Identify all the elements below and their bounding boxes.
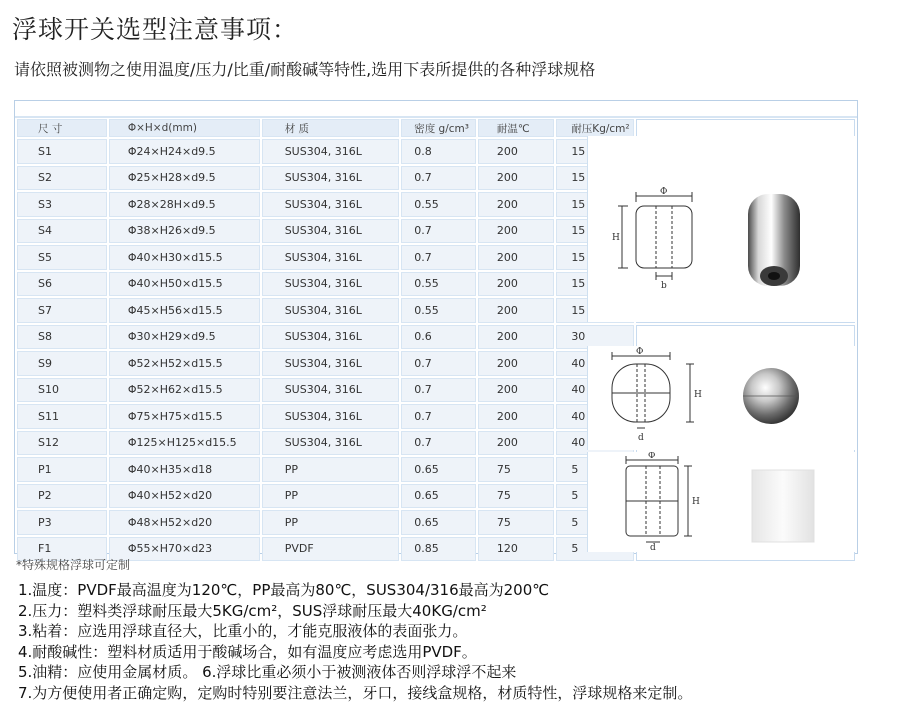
- table-cell: 0.7: [401, 166, 476, 191]
- column-header: 尺 寸: [17, 119, 107, 137]
- image-column-header: [636, 119, 855, 137]
- rule-item: 4.耐酸碱性：塑料材质适用于酸碱场合，如有温度应考虑选用PVDF。: [18, 642, 477, 661]
- table-cell: 200: [478, 404, 554, 429]
- phi-label: Φ: [648, 452, 656, 461]
- table-top-strip: [15, 101, 857, 118]
- table-cell: Φ38×H26×d9.5: [109, 219, 260, 244]
- table-cell: Φ55×H70×d23: [109, 537, 260, 562]
- table-cell: S8: [17, 325, 107, 350]
- table-cell: SUS304, 316L: [262, 351, 400, 376]
- table-cell: PP: [262, 510, 400, 535]
- table-cell: 0.7: [401, 245, 476, 270]
- column-header: 材 质: [262, 119, 400, 137]
- table-cell: 120: [478, 537, 554, 562]
- rule-item: 3.粘着：应选用浮球直径大，比重小的，才能克服液体的表面张力。: [18, 622, 468, 641]
- spec-table-container: [14, 100, 858, 554]
- table-cell: P2: [17, 484, 107, 509]
- cylinder-float-diagram: [588, 136, 856, 322]
- table-cell: SUS304, 316L: [262, 404, 400, 429]
- table-cell: S1: [17, 139, 107, 164]
- table-cell: Φ40×H52×d20: [109, 484, 260, 509]
- phi-label: Φ: [636, 347, 644, 357]
- table-cell: SUS304, 316L: [262, 139, 400, 164]
- rule-item: 2.压力：塑料类浮球耐压最大5KG/cm²，SUS浮球耐压最大40KG/cm²: [18, 601, 487, 620]
- table-cell: Φ40×H35×d18: [109, 457, 260, 482]
- table-cell: SUS304, 316L: [262, 325, 400, 350]
- table-cell: Φ24×H24×d9.5: [109, 139, 260, 164]
- table-cell: S3: [17, 192, 107, 217]
- table-cell: 75: [478, 457, 554, 482]
- table-cell: PP: [262, 484, 400, 509]
- table-cell: 15: [556, 219, 633, 244]
- table-cell: PVDF: [262, 537, 400, 562]
- table-cell: Φ125×H125×d15.5: [109, 431, 260, 456]
- plastic-cylinder-photo: [752, 470, 814, 542]
- h-label: H: [692, 497, 700, 507]
- table-cell: SUS304, 316L: [262, 245, 400, 270]
- table-cell: 0.55: [401, 298, 476, 323]
- table-cell: 75: [478, 484, 554, 509]
- table-header-row: [17, 119, 855, 137]
- table-cell: 0.6: [401, 325, 476, 350]
- table-cell: 200: [478, 298, 554, 323]
- h-label: H: [612, 233, 620, 243]
- d-label: d: [638, 433, 644, 443]
- table-cell: 40: [556, 378, 633, 403]
- table-cell: 200: [478, 166, 554, 191]
- table-cell: 5: [556, 537, 633, 562]
- table-cell: Φ48×H52×d20: [109, 510, 260, 535]
- plastic-float-illustration: [587, 452, 856, 552]
- table-cell: 40: [556, 431, 633, 456]
- table-cell: 5: [556, 484, 633, 509]
- table-cell: Φ25×H28×d9.5: [109, 166, 260, 191]
- table-cell: PP: [262, 457, 400, 482]
- column-header: 耐温℃: [478, 119, 554, 137]
- ball-float-illustration: [587, 346, 856, 450]
- table-cell: 0.7: [401, 378, 476, 403]
- table-cell: 15: [556, 298, 633, 323]
- rules-list: [18, 580, 692, 704]
- table-cell: 0.55: [401, 192, 476, 217]
- table-cell: 0.65: [401, 457, 476, 482]
- table-cell: Φ28×28H×d9.5: [109, 192, 260, 217]
- table-cell: S5: [17, 245, 107, 270]
- table-cell: Φ40×H30×d15.5: [109, 245, 260, 270]
- table-cell: F1: [17, 537, 107, 562]
- table-cell: 0.8: [401, 139, 476, 164]
- table-cell: SUS304, 316L: [262, 192, 400, 217]
- table-cell: 30: [556, 325, 633, 350]
- table-cell: 0.7: [401, 219, 476, 244]
- column-header: 耐压Kg/cm²: [556, 119, 633, 137]
- table-cell: SUS304, 316L: [262, 219, 400, 244]
- table-cell: 200: [478, 351, 554, 376]
- table-cell: S11: [17, 404, 107, 429]
- phi-label: Φ: [660, 187, 668, 197]
- table-cell: SUS304, 316L: [262, 166, 400, 191]
- table-cell: 200: [478, 431, 554, 456]
- table-cell: S10: [17, 378, 107, 403]
- table-cell: SUS304, 316L: [262, 431, 400, 456]
- table-cell: 200: [478, 139, 554, 164]
- column-header: 密度 g/cm³: [401, 119, 476, 137]
- table-cell: Φ40×H50×d15.5: [109, 272, 260, 297]
- table-cell: 0.55: [401, 272, 476, 297]
- table-cell: 15: [556, 245, 633, 270]
- table-cell: 0.85: [401, 537, 476, 562]
- custom-spec-note: *特殊规格浮球可定制: [16, 558, 131, 572]
- table-cell: 15: [556, 166, 633, 191]
- table-cell: 200: [478, 192, 554, 217]
- table-cell: S4: [17, 219, 107, 244]
- table-cell: SUS304, 316L: [262, 272, 400, 297]
- table-cell: 40: [556, 351, 633, 376]
- table-cell: S9: [17, 351, 107, 376]
- table-cell: SUS304, 316L: [262, 378, 400, 403]
- d-label: d: [650, 543, 656, 552]
- page-title: 浮球开关选型注意事项：: [12, 15, 299, 44]
- table-cell: 15: [556, 192, 633, 217]
- table-cell: 5: [556, 510, 633, 535]
- table-cell: 0.65: [401, 510, 476, 535]
- table-cell: Φ30×H29×d9.5: [109, 325, 260, 350]
- table-cell: 200: [478, 219, 554, 244]
- table-cell: 200: [478, 245, 554, 270]
- table-cell: Φ45×H56×d15.5: [109, 298, 260, 323]
- table-cell: S7: [17, 298, 107, 323]
- table-cell: P1: [17, 457, 107, 482]
- table-cell: 200: [478, 325, 554, 350]
- table-cell: 15: [556, 272, 633, 297]
- plastic-float-diagram: [588, 452, 856, 552]
- table-cell: 200: [478, 272, 554, 297]
- table-cell: S12: [17, 431, 107, 456]
- table-cell: 40: [556, 404, 633, 429]
- rule-item: 7.为方便使用者正确定购，定购时特别要注意法兰，牙口，接线盒规格，材质特性，浮球规格来定制。: [18, 683, 693, 702]
- table-cell: 5: [556, 457, 633, 482]
- table-cell: 200: [478, 378, 554, 403]
- table-cell: S6: [17, 272, 107, 297]
- h-label: H: [694, 390, 702, 400]
- table-cell: P3: [17, 510, 107, 535]
- table-cell: 0.65: [401, 484, 476, 509]
- column-header: Φ×H×d(mm): [109, 119, 260, 137]
- table-cell: 0.7: [401, 404, 476, 429]
- table-cell: Φ75×H75×d15.5: [109, 404, 260, 429]
- b-label: b: [661, 281, 667, 291]
- rule-item: 1.温度：PVDF最高温度为120℃，PP最高为80℃，SUS304/316最高为200℃: [18, 581, 550, 599]
- table-cell: 75: [478, 510, 554, 535]
- table-cell: S2: [17, 166, 107, 191]
- cylinder-float-illustration: [587, 136, 856, 322]
- ball-float-diagram: [588, 346, 856, 450]
- table-cell: 0.7: [401, 351, 476, 376]
- page-subtitle: 请依照被测物之使用温度/压力/比重/耐酸碱等特性,选用下表所提供的各种浮球规格: [14, 60, 596, 79]
- table-cell: 0.7: [401, 431, 476, 456]
- table-cell: 15: [556, 139, 633, 164]
- table-cell: SUS304, 316L: [262, 298, 400, 323]
- rule-item: 5.油精：应使用金属材质。 6.浮球比重必须小于被测液体否则浮球浮不起来: [18, 663, 517, 682]
- table-cell: Φ52×H62×d15.5: [109, 378, 260, 403]
- table-cell: Φ52×H52×d15.5: [109, 351, 260, 376]
